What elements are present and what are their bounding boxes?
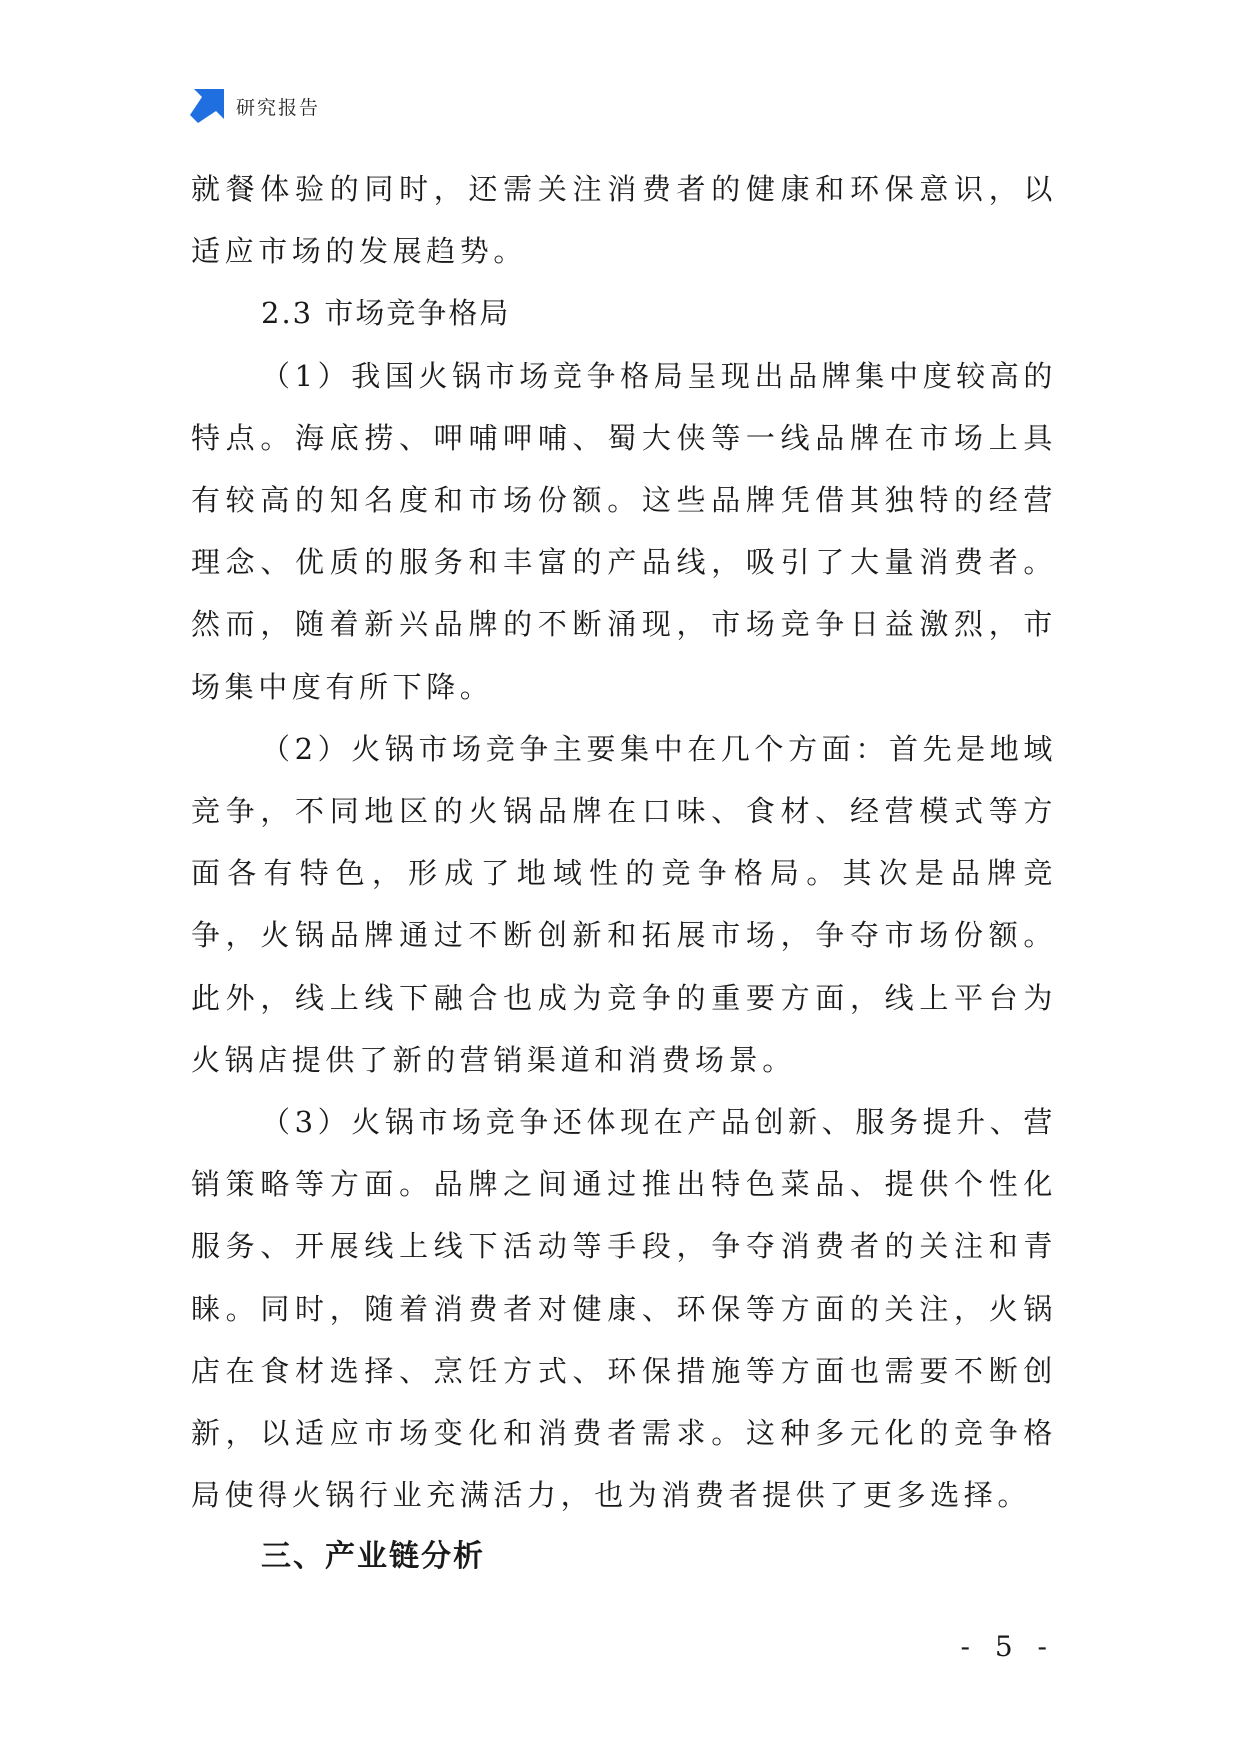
section-heading: 2.3 市场竞争格局 — [261, 296, 511, 331]
intro-paragraph: 就餐体验的同时，还需关注消费者的健康和环保意识，以适应市场的发展趋势。 — [191, 172, 1057, 269]
page-header — [190, 88, 320, 124]
arrow-logo-icon — [190, 89, 224, 123]
paragraph-2: （2）火锅市场竞争主要集中在几个方面：首先是地域竞争，不同地区的火锅品牌在口味、食材、经营模式等方面各有特色，形成了地域性的竞争格局。其次是品牌竞争，火锅品牌通过不断创新和拓展市场，争夺市场份额。此外，线上线下融合也成为竞争的重要方面，线上平台为火锅店提供了新的营销渠道和消费场景。 — [191, 731, 1057, 1077]
page-number: - 5 - — [960, 1630, 1055, 1663]
paragraph-3: （3）火锅市场竞争还体现在产品创新、服务提升、营销策略等方面。品牌之间通过推出特色菜品、提供个性化服务、开展线上线下活动等手段，争夺消费者的关注和青睐。同时，随着消费者对健康、环保等方面的关注，火锅店在食材选择、烹饪方式、环保措施等方面也需要不断创新，以适应市场变化和消费者需求。这种多元化的竞争格局使得火锅行业充满活力，也为消费者提供了更多选择。 — [191, 1105, 1057, 1513]
paragraph-1: （1）我国火锅市场竞争格局呈现出品牌集中度较高的特点。海底捞、呷哺呷哺、蜀大侠等一线品牌在市场上具有较高的知名度和市场份额。这些品牌凭借其独特的经营理念、优质的服务和丰富的产品线，吸引了大量消费者。然而，随着新兴品牌的不断涌现，市场竞争日益激烈，市场集中度有所下降。 — [191, 358, 1057, 704]
document-body — [191, 158, 1057, 1589]
chapter-heading: 三、产业链分析 — [261, 1539, 485, 1575]
report-label: 研究报告 — [236, 96, 321, 119]
